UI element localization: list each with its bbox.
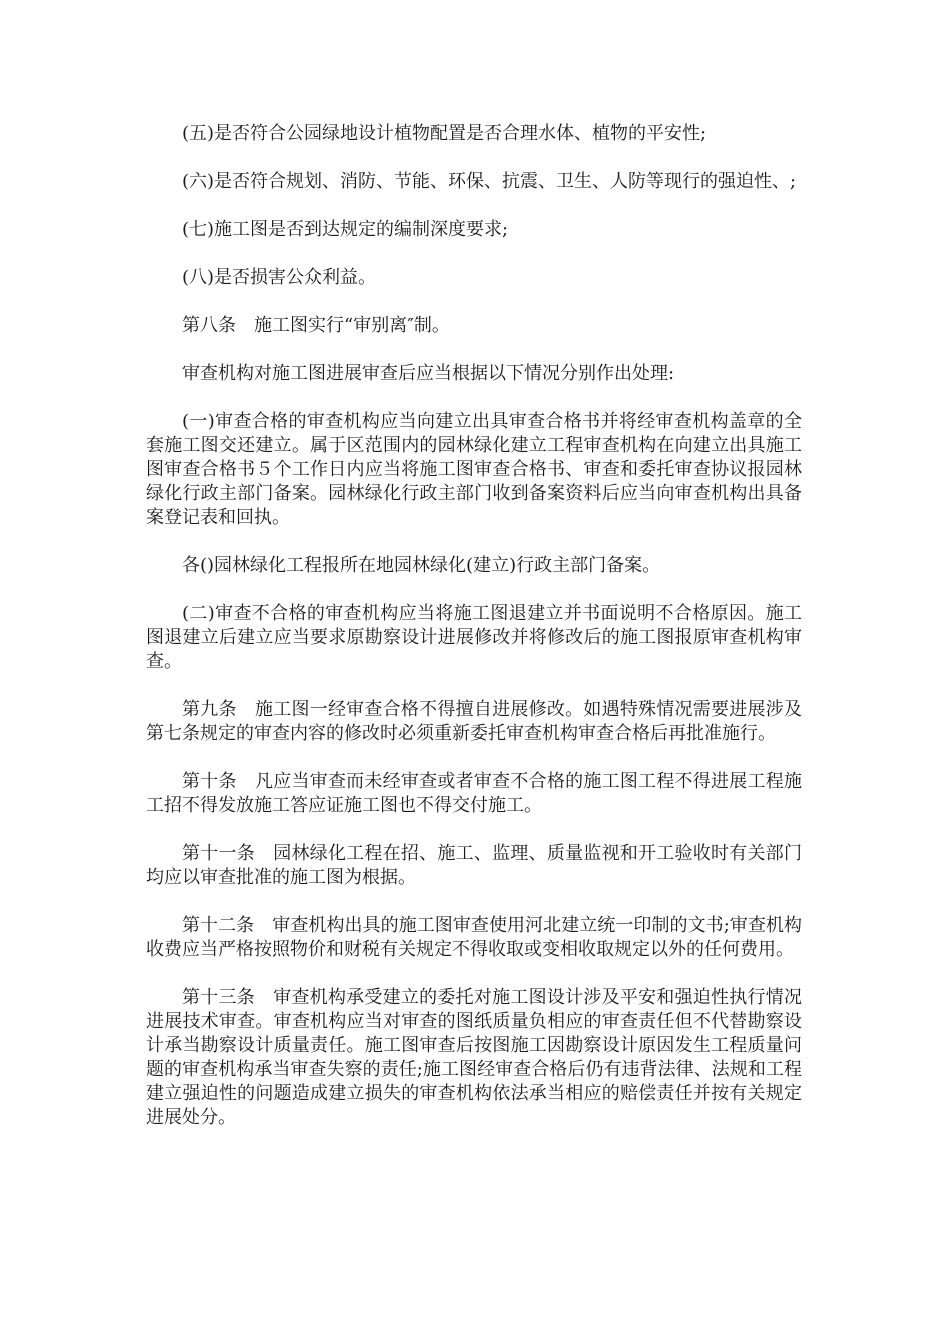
article-9: 第九条 施工图一经审查合格不得擅自进展修改。如遇特殊情况需要进展涉及第七条规定的审查内容的修改时必须重新委托审查机构审查合格后再批准施行。 [146, 699, 802, 744]
paragraph-item-5: (五)是否符合公园绿地设计植物配置是否合理水体、植物的平安性; [182, 123, 707, 144]
article-13: 第十三条 审查机构承受建立的委托对施工图设计涉及平安和强迫性执行情况进展技术审查。审查机构应当对审查的图纸质量负相应的审查责任但不代替勘察设计承当勘察设计质量责任。施工图审查后按图施工因勘察设计原因发生工程质量问题的审查机构承当审查失察的责任;施工图经审查合格后仍有违背法律、法规和工程建立强迫性的问题造成建立损失的审查机构依法承当相应的赔偿责任并按有关规定进展处分。 [146, 987, 802, 1128]
paragraph-item-6: (六)是否符合规划、消防、节能、环保、抗震、卫生、人防等现行的强迫性、; [182, 171, 797, 192]
paragraph-item-8: (八)是否损害公众利益。 [182, 267, 377, 288]
filing-note: 各()园林绿化工程报所在地园林绿化(建立)行政主部门备案。 [182, 555, 661, 576]
paragraph-item-7: (七)施工图是否到达规定的编制深度要求; [182, 219, 509, 240]
review-handling-intro: 审查机构对施工图进展审查后应当根据以下情况分别作出处理: [182, 363, 675, 384]
handling-item-1: (一)审查合格的审查机构应当向建立出具审查合格书并将经审查机构盖章的全套施工图交还建立。属于区范围内的园林绿化建立工程审查机构在向建立出具施工图审查合格书５个工作日内应当将施工图审查合格书、审查和委托审查协议报园林绿化行政主部门备案。园林绿化行政主部门收到备案资料后应当向审查机构出具备案登记表和回执。 [146, 411, 802, 528]
handling-item-2: (二)审查不合格的审查机构应当将施工图退建立并书面说明不合格原因。施工图退建立后建立应当要求原勘察设计进展修改并将修改后的施工图报原审查机构审查。 [146, 603, 802, 672]
document-body [146, 122, 802, 1154]
article-8-heading: 第八条 施工图实行“审别离″制。 [182, 315, 450, 336]
article-10: 第十条 凡应当审查而未经审查或者审查不合格的施工图工程不得进展工程施工招不得发放施工答应证施工图也不得交付施工。 [146, 771, 802, 816]
article-11: 第十一条 园林绿化工程在招、施工、监理、质量监视和开工验收时有关部门均应以审查批准的施工图为根据。 [146, 843, 802, 888]
article-12: 第十二条 审查机构出具的施工图审查使用河北建立统一印制的文书;审查机构收费应当严格按照物价和财税有关规定不得收取或变相收取规定以外的任何费用。 [146, 915, 802, 960]
